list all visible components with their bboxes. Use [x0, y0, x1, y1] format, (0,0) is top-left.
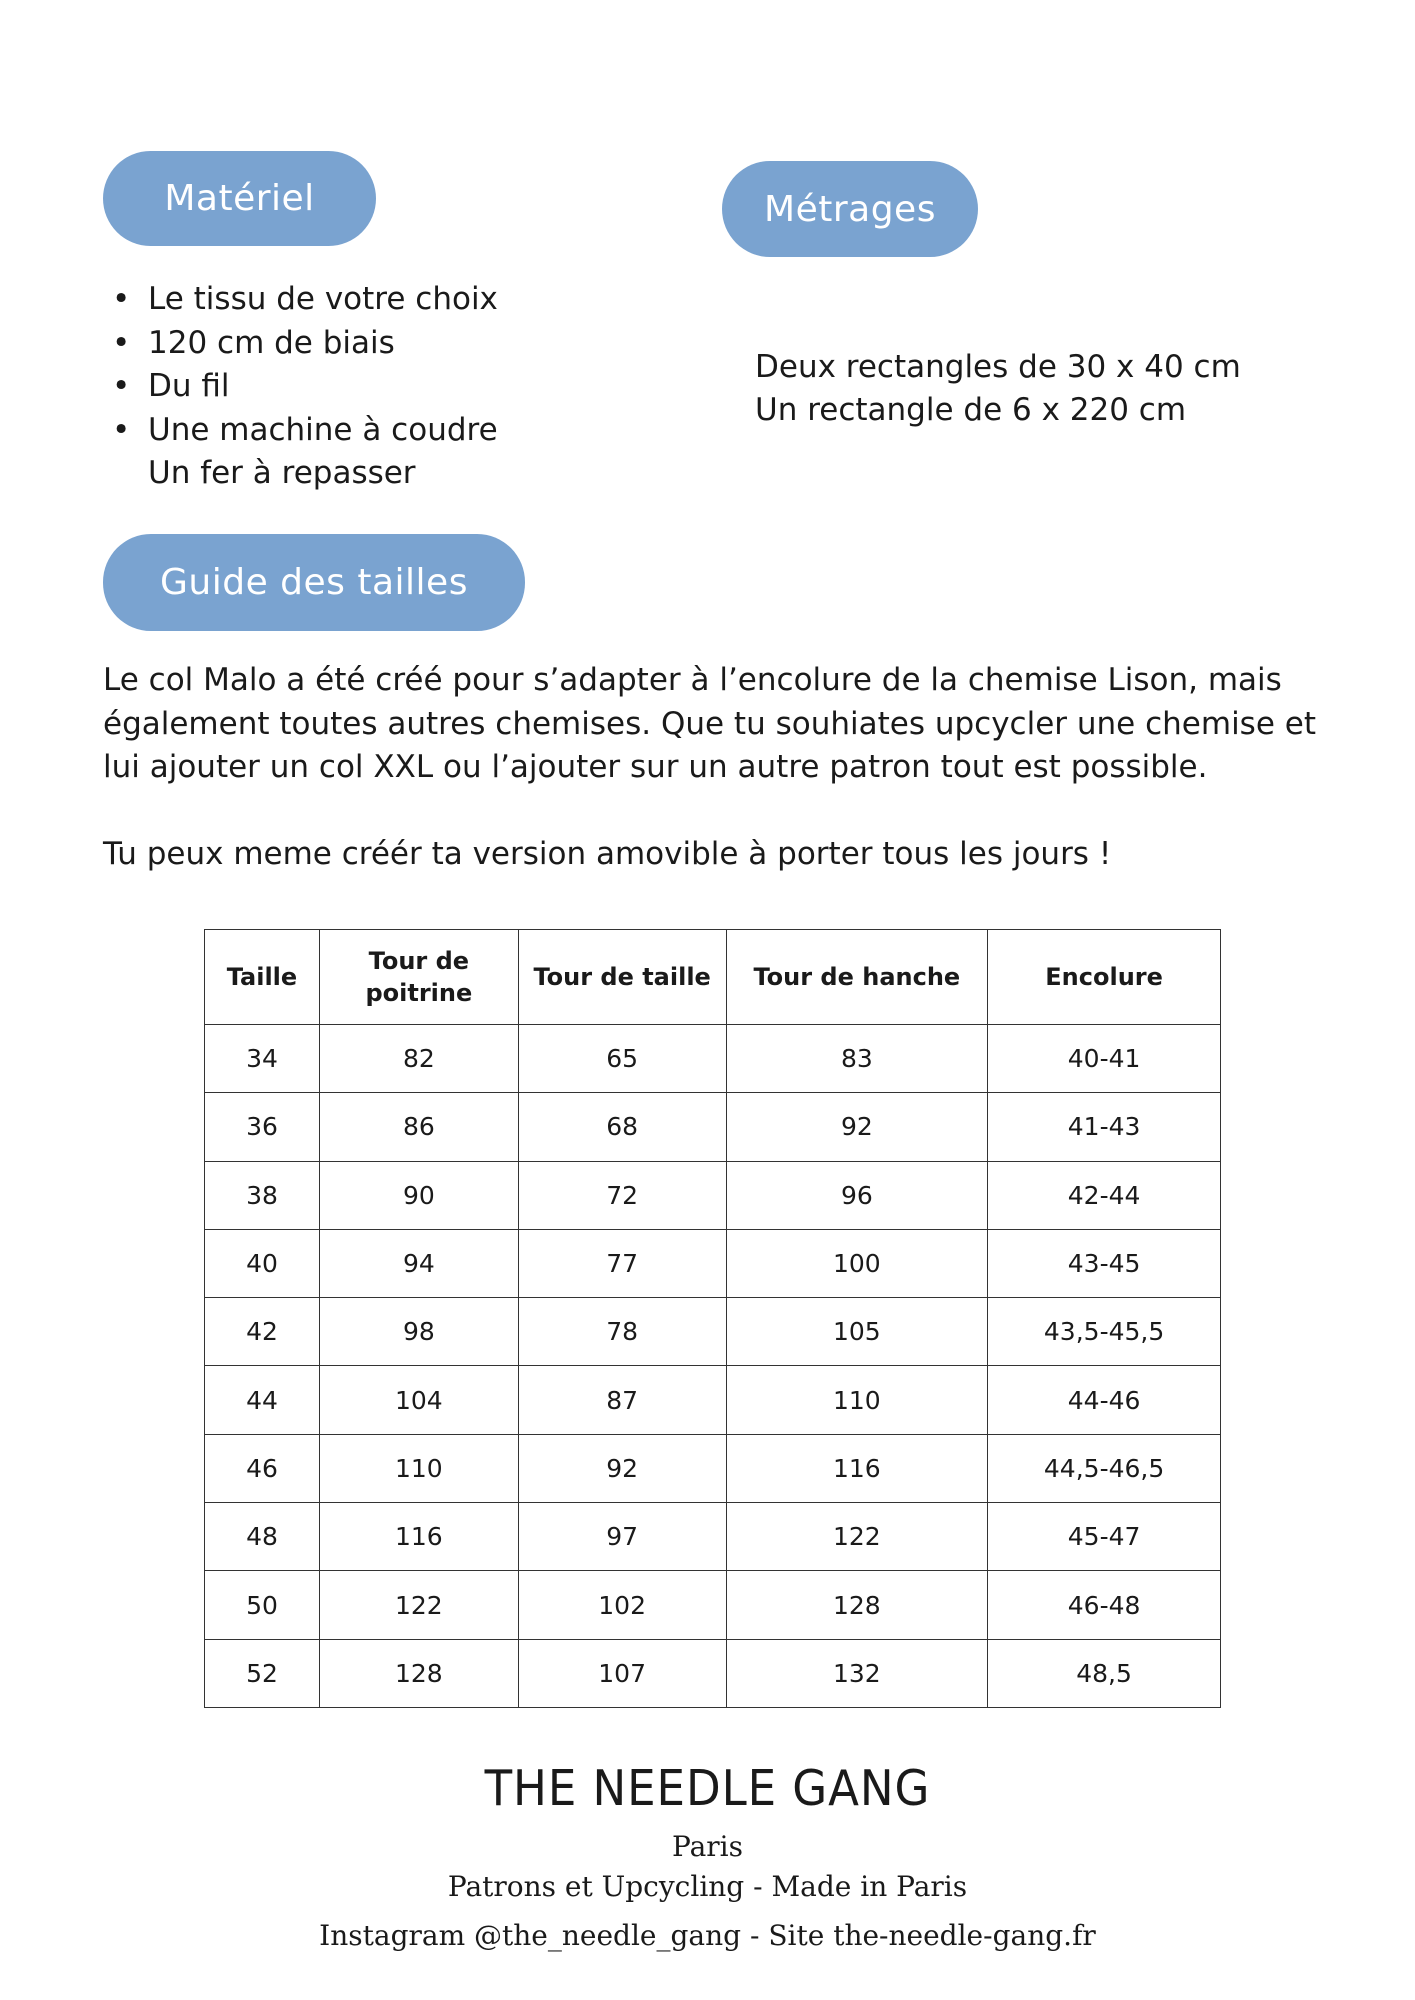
table-cell: 92	[726, 1093, 988, 1161]
table-cell: 42-44	[988, 1161, 1221, 1229]
table-cell: 72	[518, 1161, 726, 1229]
table-cell: 132	[726, 1639, 988, 1707]
footer-tagline: Patrons et Upcycling - Made in Paris	[447, 1870, 968, 1903]
table-cell: 41-43	[988, 1093, 1221, 1161]
list-item: Un fer à repasser	[148, 455, 416, 491]
table-row	[205, 1298, 1221, 1366]
metrages-line: Deux rectangles de 30 x 40 cm	[755, 349, 1241, 385]
table-cell: 40-41	[988, 1025, 1221, 1093]
table-cell: 42	[205, 1298, 320, 1366]
header-tour-de-taille: Tour de taille	[518, 930, 726, 1025]
table-row	[205, 1229, 1221, 1297]
table-cell: 38	[205, 1161, 320, 1229]
table-cell: 92	[518, 1434, 726, 1502]
table-cell: 44-46	[988, 1366, 1221, 1434]
table-cell: 45-47	[988, 1503, 1221, 1571]
table-cell: 65	[518, 1025, 726, 1093]
guide-heading: Guide des tailles	[103, 534, 525, 631]
table-cell: 52	[205, 1639, 320, 1707]
table-cell: 46-48	[988, 1571, 1221, 1639]
footer-contact: Instagram @the_needle_gang - Site the-needle-gang.fr	[319, 1919, 1096, 1952]
table-cell: 102	[518, 1571, 726, 1639]
table-cell: 116	[726, 1434, 988, 1502]
intro-paragraph: Le col Malo a été créé pour s’adapter à l’encolure de la chemise Lison, mais également toutes autres chemises. Que tu souhiates upcycler une chemise et lui ajouter un col XXL ou l’ajouter sur un autre patron tout est possible.	[103, 662, 1316, 785]
table-row	[205, 1639, 1221, 1707]
list-item: • 120 cm de biais	[112, 322, 498, 366]
materiel-heading: Matériel	[103, 151, 376, 246]
table-cell: 68	[518, 1093, 726, 1161]
footer-city: Paris	[672, 1830, 743, 1863]
table-row	[205, 1093, 1221, 1161]
table-cell: 36	[205, 1093, 320, 1161]
header-taille: Taille	[205, 930, 320, 1025]
metrages-line: Un rectangle de 6 x 220 cm	[755, 392, 1187, 428]
table-cell: 43,5-45,5	[988, 1298, 1221, 1366]
table-cell: 110	[319, 1434, 518, 1502]
table-cell: 78	[518, 1298, 726, 1366]
table-cell: 48,5	[988, 1639, 1221, 1707]
intro-text	[103, 659, 1333, 877]
intro-paragraph: Tu peux meme créér ta version amovible à porter tous les jours !	[103, 836, 1112, 872]
table-cell: 83	[726, 1025, 988, 1093]
table-cell: 44,5-46,5	[988, 1434, 1221, 1502]
table-row	[205, 1025, 1221, 1093]
table-cell: 82	[319, 1025, 518, 1093]
table-cell: 77	[518, 1229, 726, 1297]
header-encolure: Encolure	[988, 930, 1221, 1025]
table-cell: 116	[319, 1503, 518, 1571]
size-table	[204, 929, 1221, 1708]
table-cell: 34	[205, 1025, 320, 1093]
table-cell: 110	[726, 1366, 988, 1434]
metrages-heading: Métrages	[722, 161, 978, 257]
table-cell: 128	[319, 1639, 518, 1707]
table-cell: 122	[726, 1503, 988, 1571]
table-cell: 105	[726, 1298, 988, 1366]
table-cell: 97	[518, 1503, 726, 1571]
table-row	[205, 1503, 1221, 1571]
table-cell: 98	[319, 1298, 518, 1366]
table-row	[205, 1161, 1221, 1229]
table-cell: 100	[726, 1229, 988, 1297]
table-cell: 87	[518, 1366, 726, 1434]
table-row	[205, 1571, 1221, 1639]
table-row	[205, 1434, 1221, 1502]
table-header-row	[205, 930, 1221, 1025]
table-cell: 46	[205, 1434, 320, 1502]
table-cell: 86	[319, 1093, 518, 1161]
table-cell: 40	[205, 1229, 320, 1297]
table-cell: 44	[205, 1366, 320, 1434]
table-row	[205, 1366, 1221, 1434]
table-cell: 128	[726, 1571, 988, 1639]
brand-logo-text: THE NEEDLE GANG	[484, 1760, 931, 1817]
list-item: • Une machine à coudre	[112, 409, 498, 453]
header-tour-de-poitrine: Tour de poitrine	[319, 930, 518, 1025]
table-cell: 50	[205, 1571, 320, 1639]
table-cell: 122	[319, 1571, 518, 1639]
list-item: • Du fil	[112, 365, 498, 409]
list-item: • Le tissu de votre choix	[112, 278, 498, 322]
table-cell: 48	[205, 1503, 320, 1571]
table-cell: 90	[319, 1161, 518, 1229]
header-tour-de-hanche: Tour de hanche	[726, 930, 988, 1025]
table-cell: 94	[319, 1229, 518, 1297]
table-cell: 104	[319, 1366, 518, 1434]
table-cell: 43-45	[988, 1229, 1221, 1297]
materials-list	[112, 278, 498, 496]
table-cell: 107	[518, 1639, 726, 1707]
table-cell: 96	[726, 1161, 988, 1229]
metrages-text	[755, 346, 1241, 432]
